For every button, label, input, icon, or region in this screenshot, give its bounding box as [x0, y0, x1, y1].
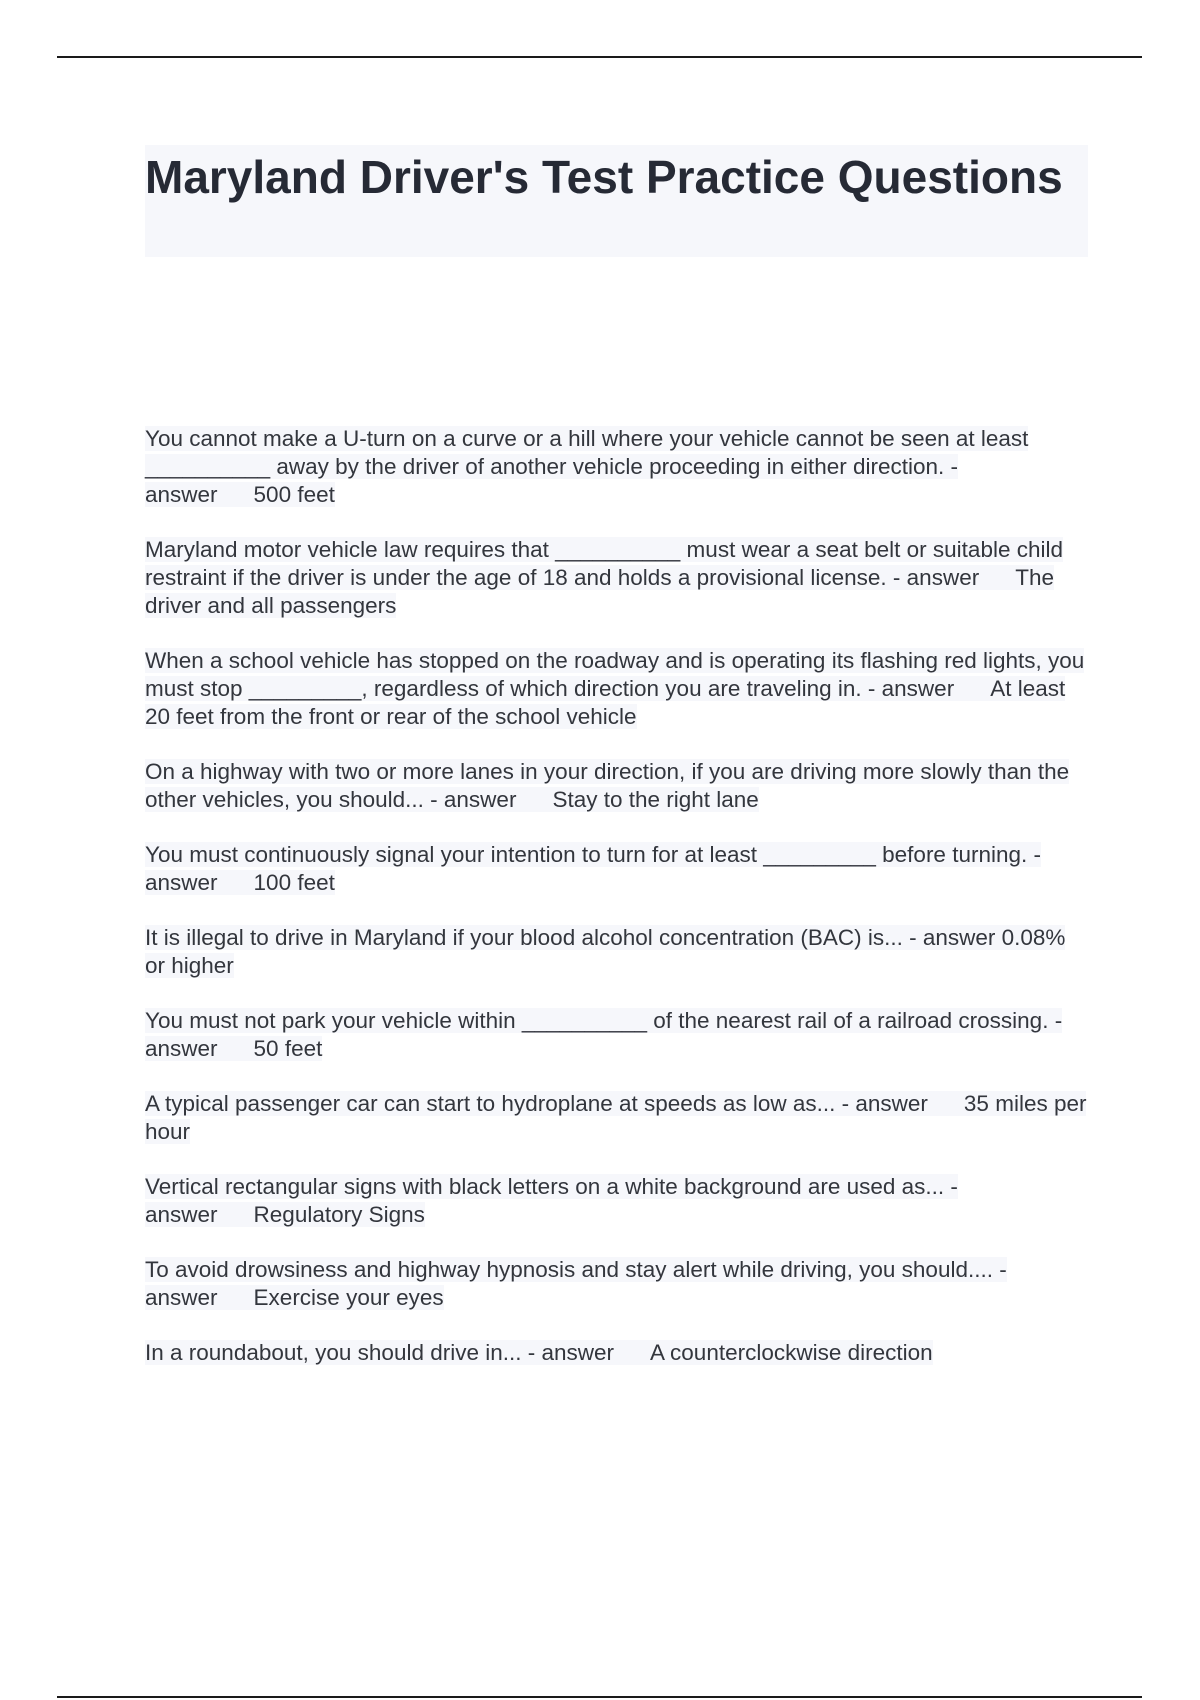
- qa-item: [145, 647, 1090, 731]
- qa-item: [145, 841, 1090, 897]
- question-text: You must continuously signal your intention to turn for at least _________ before turning. - answer: [145, 842, 1041, 895]
- question-list: [145, 425, 1090, 1394]
- answer-text: 500 feet: [253, 482, 335, 507]
- answer-text: 35 miles per hour: [145, 1091, 1087, 1144]
- title-block: [145, 145, 1088, 257]
- question-text: Maryland motor vehicle law requires that __________ must wear a seat belt or suitable child restraint if the driver is under the age of 18 and holds a provisional license. - answer: [145, 537, 1063, 590]
- question-text: You cannot make a U-turn on a curve or a hill where your vehicle cannot be seen at least __________ away by the driver of another vehicle proceeding in either direction. - answer: [145, 426, 1029, 507]
- question-text: To avoid drowsiness and highway hypnosis and stay alert while driving, you should.... - answer: [145, 1257, 1007, 1310]
- answer-text: Regulatory Signs: [253, 1202, 425, 1227]
- answer-text: 100 feet: [253, 870, 335, 895]
- qa-item: [145, 1339, 1090, 1367]
- question-text: On a highway with two or more lanes in your direction, if you are driving more slowly than the other vehicles, you should... - answer: [145, 759, 1070, 812]
- answer-text: A counterclockwise direction: [650, 1340, 933, 1365]
- question-text: Vertical rectangular signs with black letters on a white background are used as... - answer: [145, 1174, 958, 1227]
- qa-item: [145, 924, 1090, 980]
- question-text: It is illegal to drive in Maryland if your blood alcohol concentration (BAC) is... - answer: [145, 925, 996, 950]
- qa-item: [145, 425, 1090, 509]
- question-text: A typical passenger car can start to hydroplane at speeds as low as... - answer: [145, 1091, 928, 1116]
- answer-text: 50 feet: [253, 1036, 323, 1061]
- answer-text: Exercise your eyes: [253, 1285, 444, 1310]
- answer-text: 0.08% or higher: [145, 925, 1066, 978]
- top-rule: [57, 56, 1142, 58]
- question-text: In a roundabout, you should drive in... - answer: [145, 1340, 615, 1365]
- answer-text: Stay to the right lane: [552, 787, 759, 812]
- qa-item: [145, 1007, 1090, 1063]
- qa-item: [145, 1173, 1090, 1229]
- qa-item: [145, 758, 1090, 814]
- answer-text: At least 20 feet from the front or rear of the school vehicle: [145, 676, 1066, 729]
- answer-text: The driver and all passengers: [145, 565, 1054, 618]
- bottom-rule: [57, 1696, 1142, 1698]
- qa-item: [145, 1256, 1090, 1312]
- qa-item: [145, 1090, 1090, 1146]
- qa-item: [145, 536, 1090, 620]
- page-title: Maryland Driver's Test Practice Questions: [145, 151, 1063, 203]
- question-text: When a school vehicle has stopped on the roadway and is operating its flashing red lights, you must stop _________, regardless of which direction you are traveling in. - answer: [145, 648, 1085, 701]
- question-text: You must not park your vehicle within __________ of the nearest rail of a railroad crossing. - answer: [145, 1008, 1063, 1061]
